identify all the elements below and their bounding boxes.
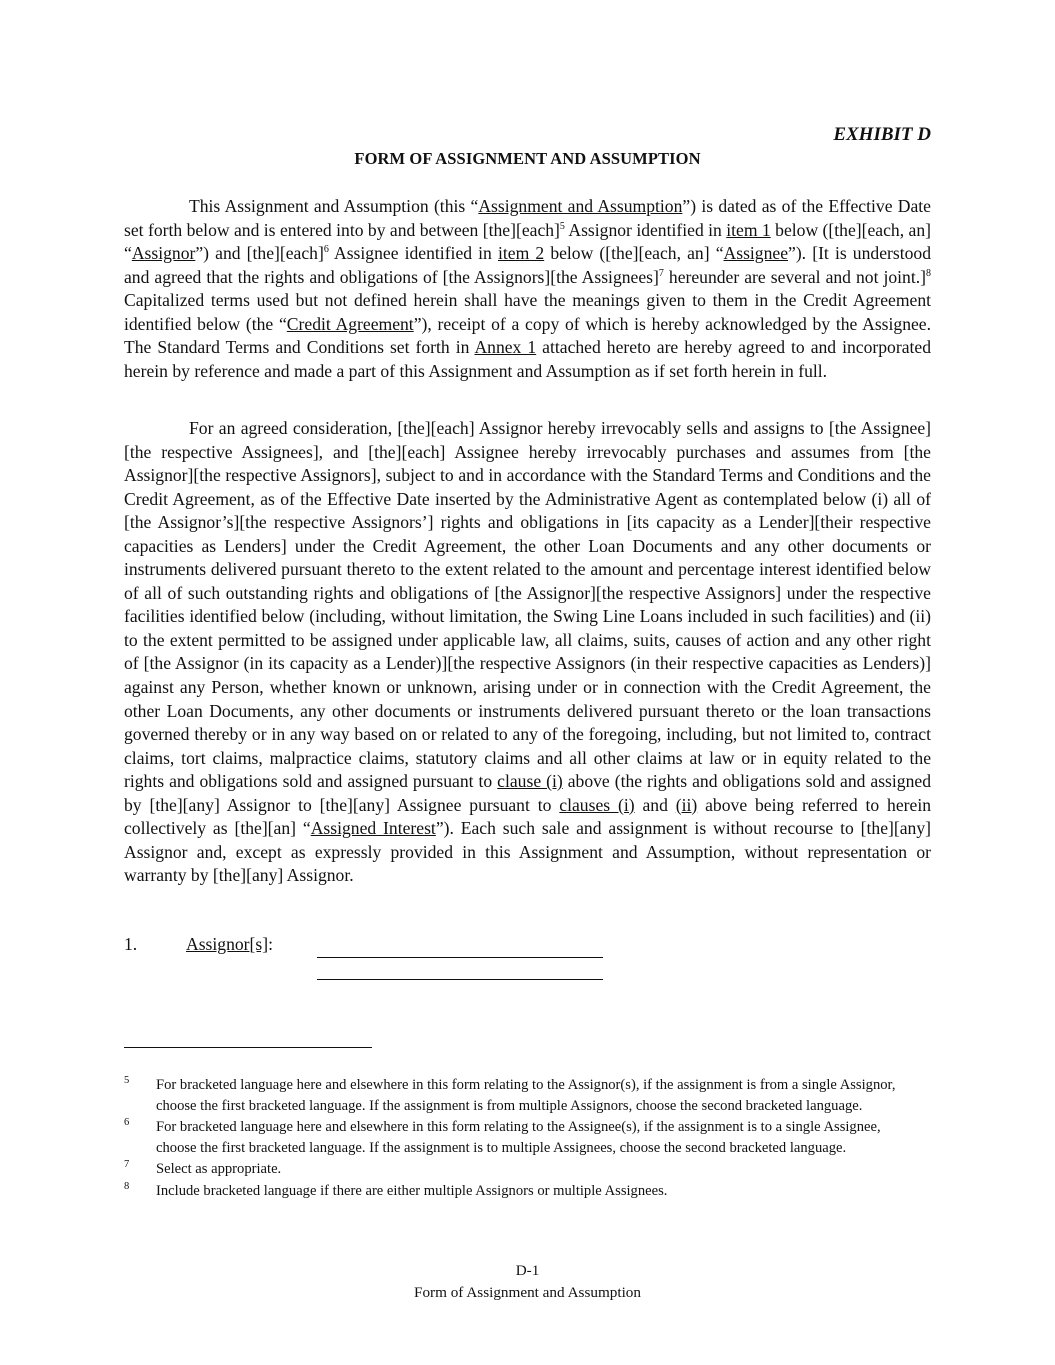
footnote-text: For bracketed language here and elsewhere in this form relating to the Assignee(s), if the assignment is to a single Assignee, choose the first bracketed language. If the assignment is to multiple Assignees, choose the second bracketed language. [156,1119,881,1156]
footnote-ref: 7 [658,267,664,279]
footnote-mark: 5 [124,1075,130,1086]
text-run: and [634,794,676,815]
text-run: This Assignment and Assumption (this “ [189,196,479,216]
consideration-paragraph [124,417,931,888]
text-run: ”). Each such sale and assignment is without recourse to [the][any] Assignor and, except as expressly provided in this Assignment and Assumption, without representation or warranty by [the][any] Assignor. [124,818,932,886]
clause-reference: (ii) [675,794,698,815]
defined-term: Credit Agreement [286,313,414,334]
text-run: ”) is dated as of the Effective Date set forth below and is entered into by and between [the][each] [124,196,931,240]
text-run: hereunder are several and not joint.] [663,266,927,287]
footnote-separator [124,1047,372,1048]
footnotes [124,1075,914,1203]
footnote-ref: 8 [926,267,932,279]
footnote-mark: 6 [124,1117,130,1129]
clause-reference: clause (i) [497,771,563,792]
item-reference: item 2 [497,243,545,264]
assignor-label [186,934,273,955]
footer-document-name: Form of Assignment and Assumption [414,1284,641,1301]
annex-reference: Annex 1 [474,337,537,358]
assignor-label-colon: : [268,934,274,954]
exhibit-label: EXHIBIT D [833,124,931,145]
footnote [124,1117,914,1158]
footnote [124,1075,914,1116]
clause-reference: clauses (i) [559,794,635,815]
text-run: below ([the][each, an] “ [124,219,931,264]
assignor-label-bracket: [s] [249,934,269,954]
document-title: FORM OF ASSIGNMENT AND ASSUMPTION [354,149,701,168]
intro-paragraph [124,195,931,383]
footnote-text: Include bracketed language if there are either multiple Assignors or multiple Assignees. [156,1182,668,1199]
footnote-ref: 6 [323,244,329,256]
defined-term: Assignment and Assumption [478,196,683,216]
assignor-label-text: Assignor [186,934,250,954]
footnote-mark: 8 [124,1180,130,1192]
footnote-mark: 7 [124,1159,130,1171]
assignor-blank-line[interactable] [317,957,603,958]
text-run: ”) and [the][each] [195,243,324,264]
item-reference: item 1 [726,219,771,240]
defined-term: Assignee [723,243,789,264]
text-run: attached hereto are hereby agreed to and incorporated herein by reference and made a part of this Assignment and Assumption as if set forth herein in full. [124,337,932,381]
text-run: Assignor identified in [564,219,727,240]
text-run: ”), receipt of a copy of which is hereby acknowledged by the Assignee. The Standard Terms and Conditions set forth in [124,313,932,358]
text-run: above being referred to herein collectively as [the][an] “ [124,794,932,839]
text-run: above (the rights and obligations sold and assigned by [the][any] Assignor to [the][any] Assignee pursuant to [124,771,931,815]
text-run: Capitalized terms used but not defined herein shall have the meanings given to them in the Credit Agreement identified below (the “ [124,290,931,334]
text-run: For an agreed consideration, [the][each] Assignor hereby irrevocably sells and assigns to [the Assignee][the respective Assignees], and [the][each] Assignee hereby irrevocably purchases and assumes from [the Assignor][the respective Assignors], subject to and in accordance with the Standard Terms and Conditions and the Credit Agreement, as of the Effective Date inserted by the Administrative Agent as contemplated below (i) all of [the Assignor’s][the respective Assignors’] rights and obligations in [its capacity as a Lender][their respective capacities as Lenders] under the Credit Agreement, the other Loan Documents and any other documents or instruments delivered pursuant thereto to the extent related to the amount and percentage interest identified below of all of such outstanding rights and obligations of [the Assignor][the respective Assignors] under the respective facilities identified below (including, without limitation, the Swing Line Loans included in such facilities) and (ii) to the extent permitted to be assigned under applicable law, all claims, suits, causes of action and any other right of [the Assignor (in its capacity as a Lender)][the respective Assignors (in their respective capacities as Lenders)] against any Person, whether known or unknown, arising under or in connection with the Credit Agreement, the other Loan Documents, any other documents or instruments delivered pursuant thereto or the loan transactions governed thereby or in any way based on or related to any of the foregoing, including, but not limited to, contract claims, tort claims, malpractice claims, statutory claims and all other claims at law or in equity related to the rights and obligations sold and assigned pursuant to [124,418,931,792]
defined-term: Assignor [131,243,196,264]
footnote-text: Select as appropriate. [156,1161,282,1178]
footnote [124,1181,914,1202]
item-number: 1. [124,934,138,954]
defined-term: Assigned Interest [310,818,436,839]
assignor-blank-line[interactable] [317,979,603,980]
text-run: ”). [It is understood and agreed that the rights and obligations of [the Assignors][the Assignees] [124,243,931,287]
footnote [124,1159,914,1180]
footnote-text: For bracketed language here and elsewhere in this form relating to the Assignor(s), if the assignment is from a single Assignor, choose the first bracketed language. If the assignment is from multiple Assignors, choose the second bracketed language. [156,1077,896,1114]
text-run: below ([the][each, an] “ [544,243,724,264]
footnote-ref: 5 [559,220,565,232]
text-run: Assignee identified in [328,243,498,264]
page-number: D-1 [515,1262,540,1279]
